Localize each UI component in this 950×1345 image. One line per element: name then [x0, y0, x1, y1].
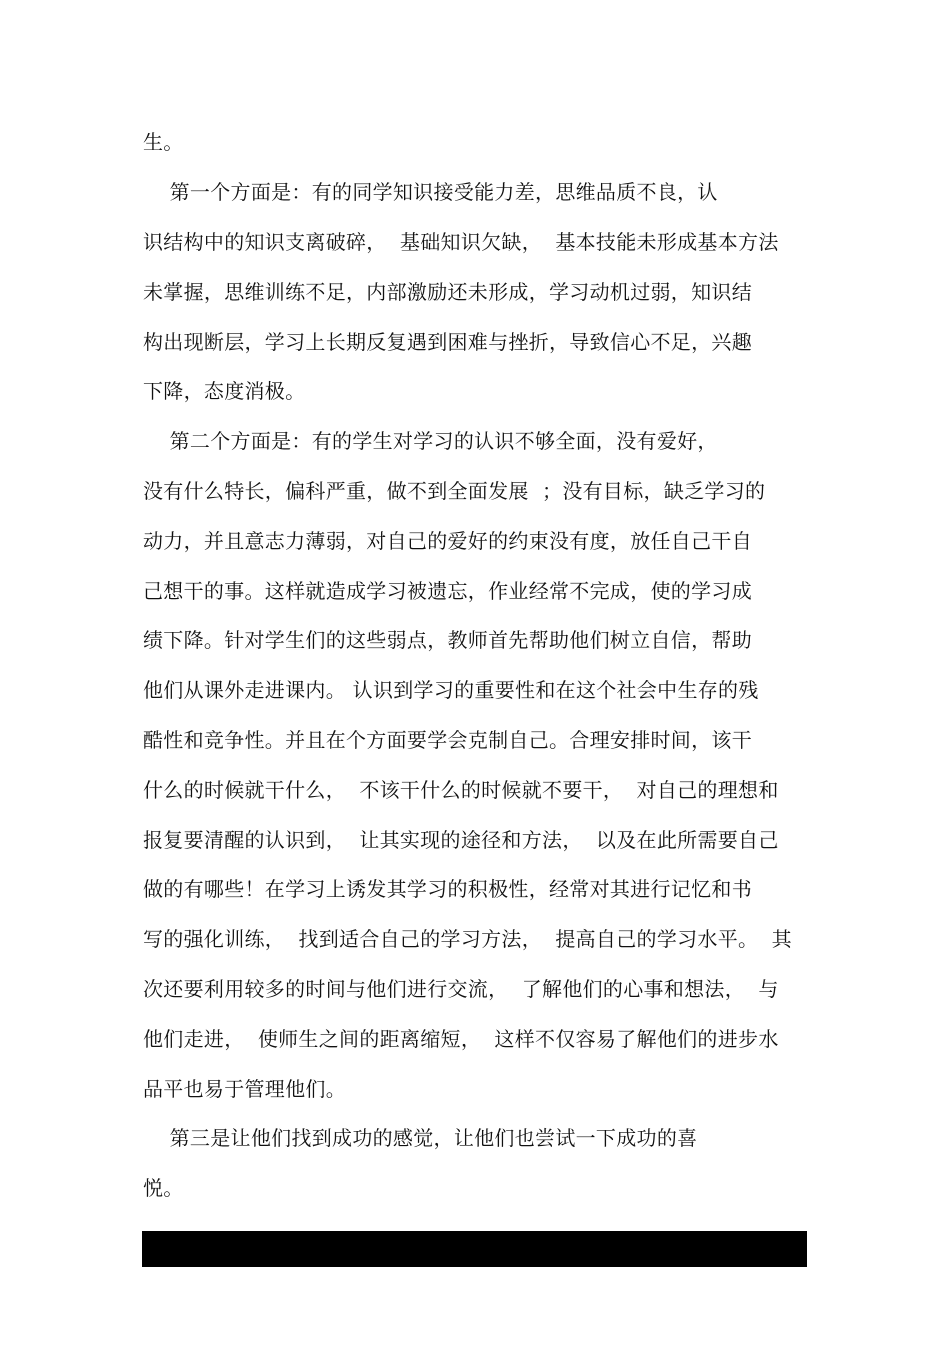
text-line: 写的强化训练， 找到适合自己的学习方法， 提高自己的学习水平。 其 [143, 927, 792, 951]
text-line: 己想干的事。这样就造成学习被遗忘，作业经常不完成，使的学习成 [143, 579, 752, 603]
text-line: 绩下降。针对学生们的这些弱点，教师首先帮助他们树立自信，帮助 [143, 628, 752, 652]
text-line: 他们走进， 使师生之间的距离缩短， 这样不仅容易了解他们的进步水 [143, 1027, 779, 1051]
text-line: 报复要清醒的认识到， 让其实现的途径和方法， 以及在此所需要自己 [143, 828, 779, 852]
text-line: 酷性和竞争性。并且在个方面要学会克制自己。合理安排时间，该干 [143, 728, 752, 752]
text-line: 第三是让他们找到成功的感觉，让他们也尝试一下成功的喜 [143, 1126, 698, 1150]
text-line: 第二个方面是：有的学生对学习的认识不够全面，没有爱好， [143, 429, 718, 453]
text-line: 悦。 [143, 1176, 184, 1200]
text-line: 他们从课外走进课内。 认识到学习的重要性和在这个社会中生存的残 [143, 678, 759, 702]
redaction-bar [142, 1231, 807, 1267]
text-line: 次还要利用较多的时间与他们进行交流， 了解他们的心事和想法， 与 [143, 977, 779, 1001]
text-line: 识结构中的知识支离破碎， 基础知识欠缺， 基本技能未形成基本方法 [143, 230, 779, 254]
text-line: 未掌握，思维训练不足，内部激励还未形成，学习动机过弱，知识结 [143, 280, 752, 304]
text-line: 生。 [143, 130, 184, 154]
text-line: 动力，并且意志力薄弱，对自己的爱好的约束没有度，放任自己干自 [143, 529, 752, 553]
text-line: 构出现断层，学习上长期反复遇到困难与挫折，导致信心不足，兴趣 [143, 330, 752, 354]
text-line: 第一个方面是：有的同学知识接受能力差，思维品质不良，认 [143, 180, 718, 204]
text-line: 做的有哪些！在学习上诱发其学习的积极性，经常对其进行记忆和书 [143, 877, 752, 901]
text-line: 下降，态度消极。 [143, 379, 306, 403]
text-line: 什么的时候就干什么， 不该干什么的时候就不要干， 对自己的理想和 [143, 778, 779, 802]
text-line: 没有什么特长，偏科严重，做不到全面发展 ；没有目标，缺乏学习的 [143, 479, 766, 503]
text-line: 品平也易于管理他们。 [143, 1077, 346, 1101]
